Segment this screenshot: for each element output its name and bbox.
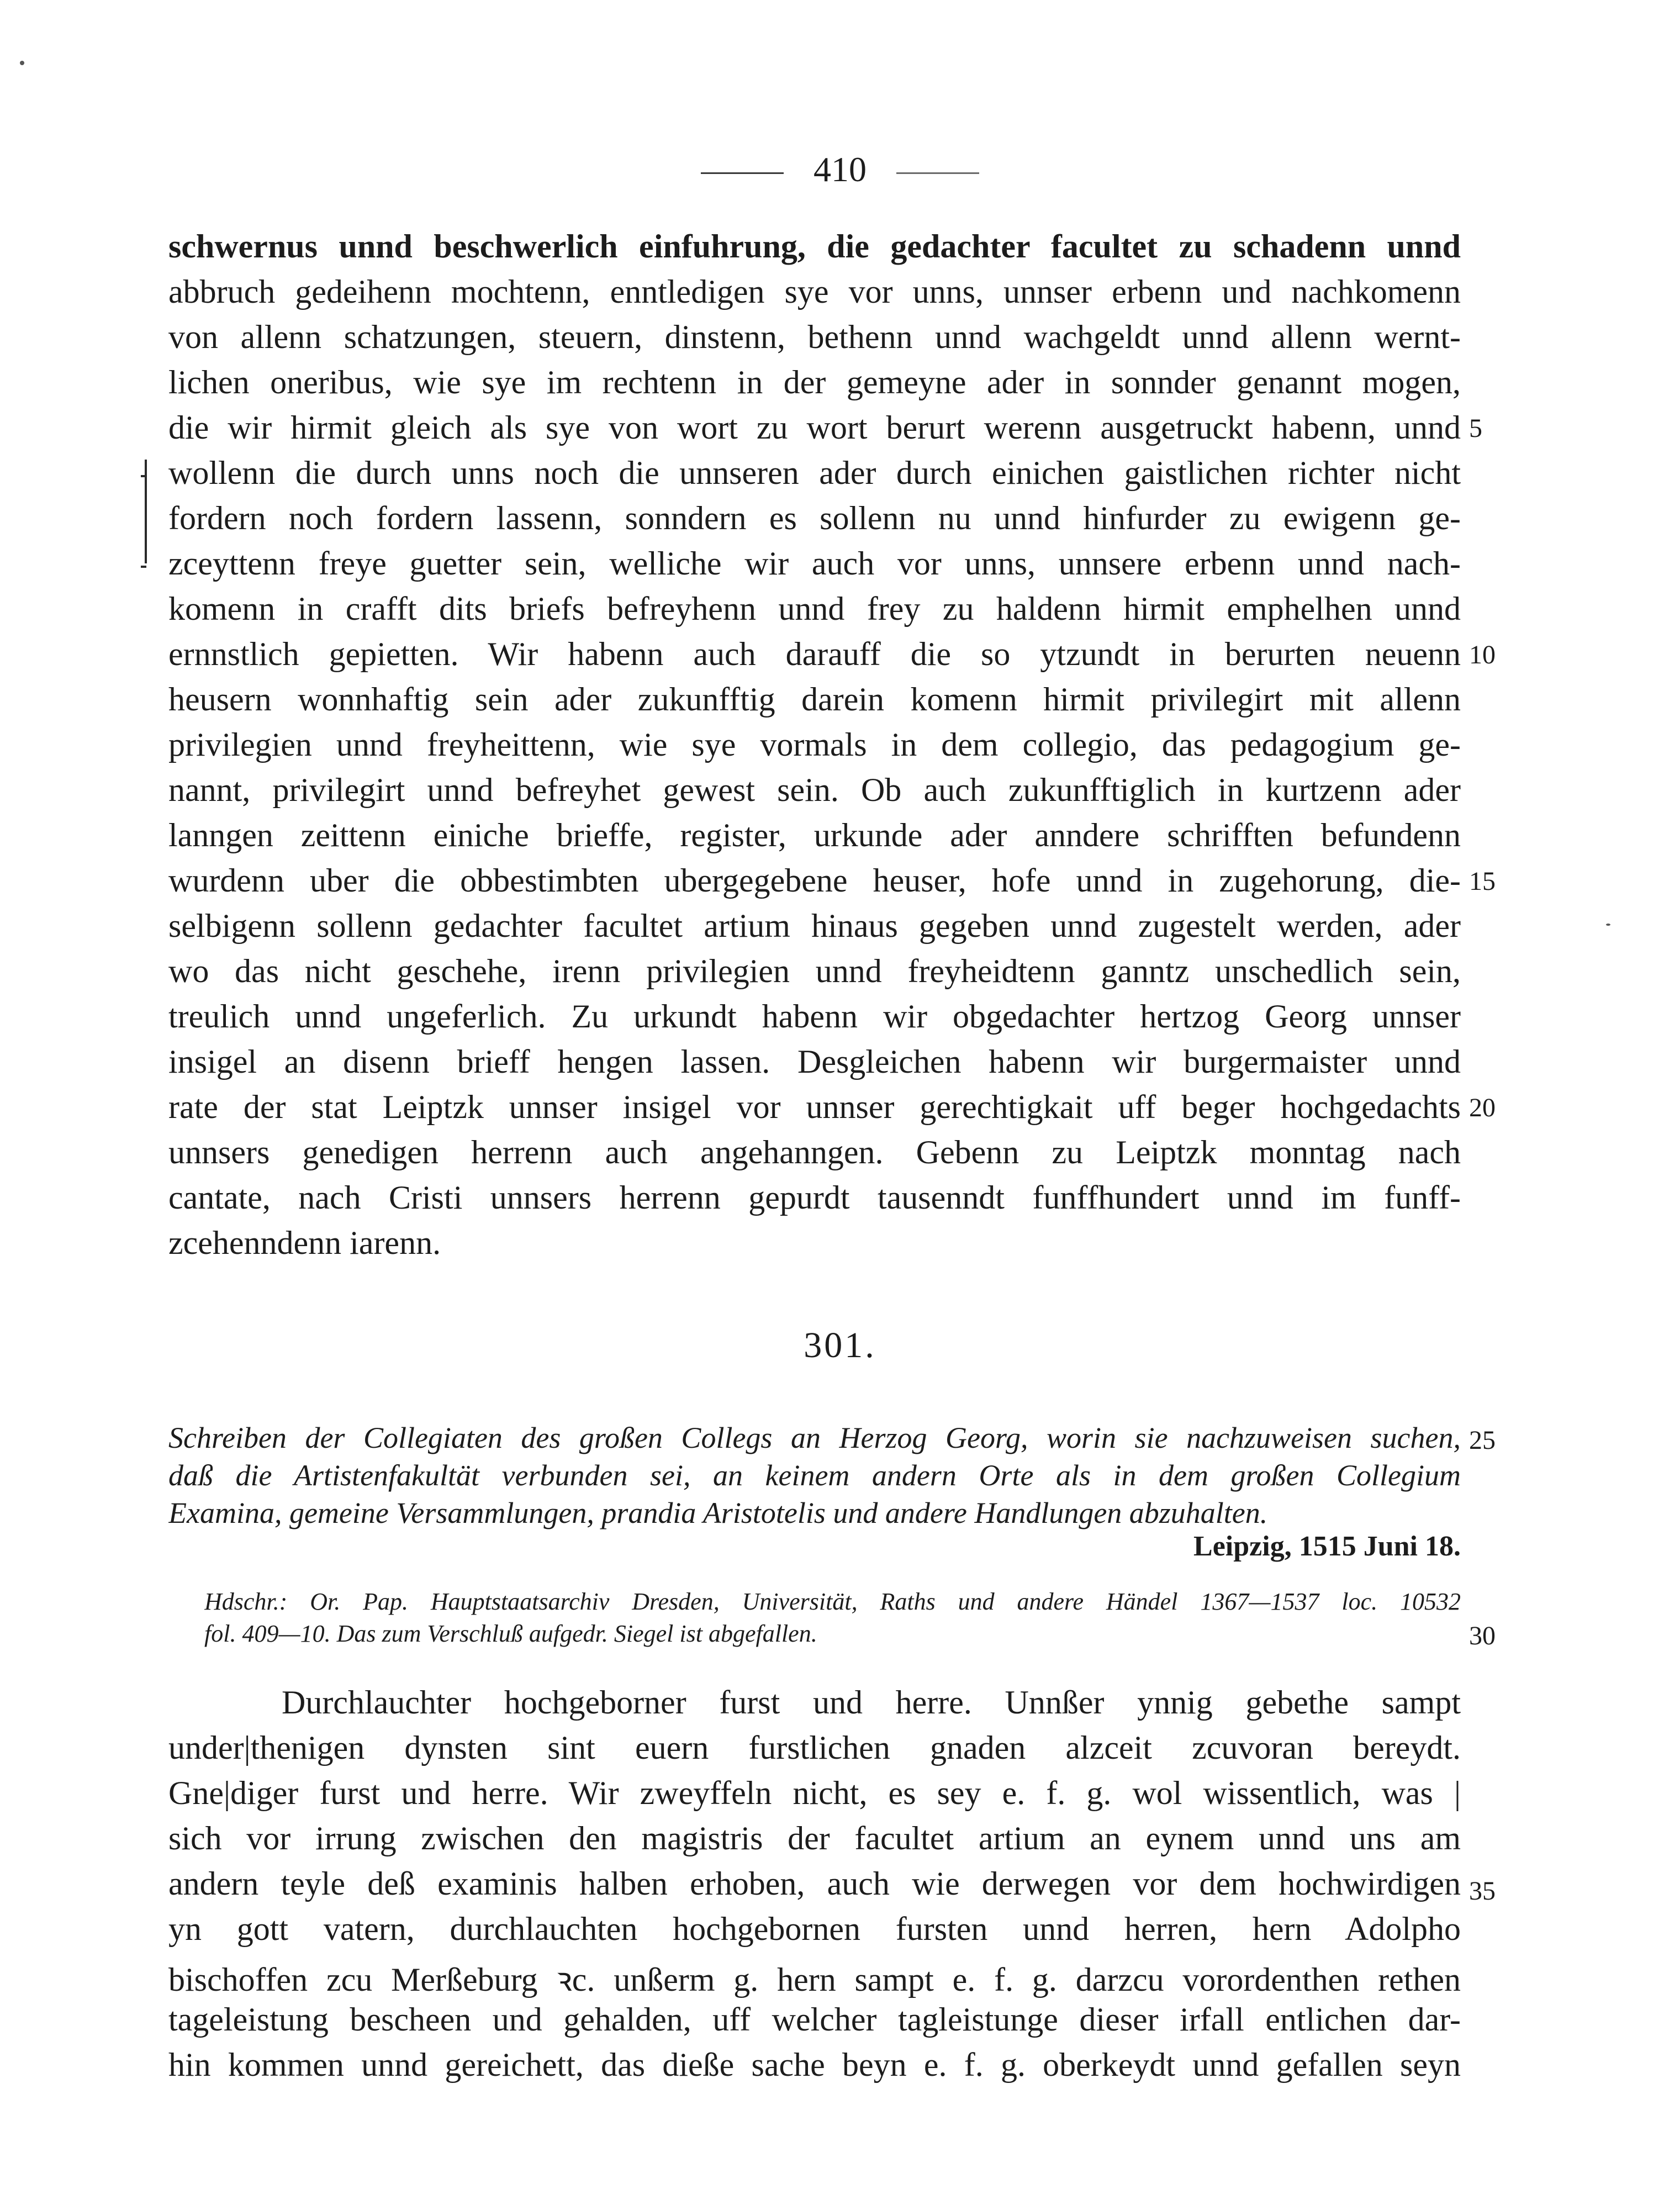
body-line: die wir hirmit gleich als sye von wort zu wort berurt werenn ausgetruckt habenn, unnd [168, 409, 1461, 446]
date-line: Leipzig, 1515 Juni 18. [1193, 1531, 1461, 1562]
regest-line: Schreiben der Collegiaten des großen Collegs an Herzog Georg, worin sie nachzuweisen suchen, [168, 1421, 1461, 1454]
body-line: cantate, nach Cristi unnsers herrenn gepurdt tausenndt funffhundert unnd im funff- [168, 1179, 1461, 1216]
body-line: schwernus unnd beschwerlich einfuhrung, die gedachter facultet zu schadenn unnd [168, 228, 1461, 265]
body-line: lichen oneribus, wie sye im rechtenn in der gemeyne ader in sonnder genannt mogen, [168, 364, 1461, 400]
letter-line: bischoffen zcu Merßeburg ꝛc. unßerm g. hern sampt e. f. g. darzcu vorordenthen rethen [168, 1961, 1461, 1998]
body-line: nannt, privilegirt unnd befreyhet gewest sein. Ob auch zukunfftiglich in kurtzenn ader [168, 772, 1461, 808]
body-line: lanngen zeittenn einiche brieffe, register, urkunde ader anndere schrifften befundenn [168, 817, 1461, 853]
body-line: abbruch gedeihenn mochtenn, enntledigen sye vor unns, unnser erbenn und nachkomenn [168, 273, 1461, 310]
paper-speck [1606, 924, 1610, 926]
body-line: wo das nicht geschehe, irenn privilegien unnd freyheidtenn ganntz unschedlich sein, [168, 953, 1461, 989]
body-line: insigel an disenn brieff hengen lassen. Desgleichen habenn wir burgermaister unnd [168, 1043, 1461, 1080]
line-number: 35 [1469, 1876, 1496, 1906]
line-number: 15 [1469, 867, 1496, 896]
line-number: 25 [1469, 1426, 1496, 1455]
line-number: 20 [1469, 1093, 1496, 1122]
body-line: fordern noch fordern lassenn, sonndern es sollenn nu unnd hinfurder zu ewigenn ge- [168, 500, 1461, 536]
letter-line: Gne|diger furst und herre. Wir zweyffeln nicht, es sey e. f. g. wol wissentlich, was | [168, 1775, 1461, 1811]
body-line: wollenn die durch unns noch die unnseren ader durch einichen gaistlichen richter nicht [168, 455, 1461, 491]
body-line: ernnstlich gepietten. Wir habenn auch darauff die so ytzundt in berurten neuenn [168, 636, 1461, 672]
letter-line: tageleistung bescheen und gehalden, uff welcher tagleistunge dieser irfall entlichen dar- [168, 2001, 1461, 2038]
letter-line: andern teyle deß examinis halben erhoben, auch wie derwegen vor dem hochwirdigen [168, 1865, 1461, 1902]
regest-line: Examina, gemeine Versammlungen, prandia Aristotelis und andere Handlungen abzuhalten. [168, 1496, 1268, 1529]
letter-line: under|thenigen dynsten sint euern furstlichen gnaden alzceit zcuvoran bereydt. [168, 1729, 1461, 1766]
document-number: 301. [804, 1325, 876, 1365]
page-header [0, 145, 1680, 194]
line-number: 5 [1469, 414, 1482, 443]
source-note-line: fol. 409—10. Das zum Verschluß aufgedr. Siegel ist abgefallen. [204, 1620, 817, 1647]
letter-line: Durchlauchter hochgeborner furst und herre. Unnßer ynnig gebethe sampt [282, 1684, 1461, 1721]
body-line: unnsers genedigen herrenn auch angehanngen. Gebenn zu Leiptzk monntag nach [168, 1134, 1461, 1170]
body-line: rate der stat Leiptzk unnser insigel vor unnser gerechtigkait uff beger hochgedachts [168, 1089, 1461, 1125]
regest-line: daß die Artistenfakultät verbunden sei, an keinem andern Orte als in dem großen Collegium [168, 1459, 1461, 1492]
line-number: 30 [1469, 1621, 1496, 1650]
body-line: privilegien unnd freyheittenn, wie sye vormals in dem collegio, das pedagogium ge- [168, 726, 1461, 763]
letter-line: yn gott vatern, durchlauchten hochgebornen fursten unnd herren, hern Adolpho [168, 1911, 1461, 1947]
margin-pencil-tick [141, 475, 146, 477]
body-line: heusern wonnhaftig sein ader zukunfftig darein komenn hirmit privilegirt mit allenn [168, 681, 1461, 718]
body-line: treulich unnd ungeferlich. Zu urkundt habenn wir obgedachter hertzog Georg unnser [168, 998, 1461, 1035]
source-note-line: Hdschr.: Or. Pap. Hauptstaatsarchiv Dresden, Universität, Raths und andere Händel 1367—1537 loc. 10532 [204, 1588, 1461, 1615]
margin-pencil-tick [141, 566, 146, 568]
header-rule-left [701, 172, 784, 174]
body-line: zceyttenn freye guetter sein, welliche wir auch vor unns, unnsere erbenn unnd nach- [168, 545, 1461, 582]
body-line: komenn in crafft dits briefs befreyhenn unnd frey zu haldenn hirmit emphelhen unnd [168, 590, 1461, 627]
body-line: von allenn schatzungen, steuern, dinstenn, bethenn unnd wachgeldt unnd allenn wernt- [168, 319, 1461, 355]
header-rule-right [896, 172, 979, 174]
letter-line: hin kommen unnd gereichett, das dieße sache beyn e. f. g. oberkeydt unnd gefallen seyn [168, 2046, 1461, 2083]
letter-line: sich vor irrung zwischen den magistris der facultet artium an eynem unnd uns am [168, 1820, 1461, 1856]
body-line: zcehenndenn iarenn. [168, 1225, 441, 1261]
line-number: 10 [1469, 640, 1496, 669]
paper-speck [20, 61, 24, 65]
body-line: wurdenn uber die obbestimbten ubergegebene heuser, hofe unnd in zugehorung, die- [168, 862, 1461, 899]
page-number: 410 [813, 150, 867, 189]
body-line: selbigenn sollenn gedachter facultet artium hinaus gegeben unnd zugestelt werden, ader [168, 908, 1461, 944]
